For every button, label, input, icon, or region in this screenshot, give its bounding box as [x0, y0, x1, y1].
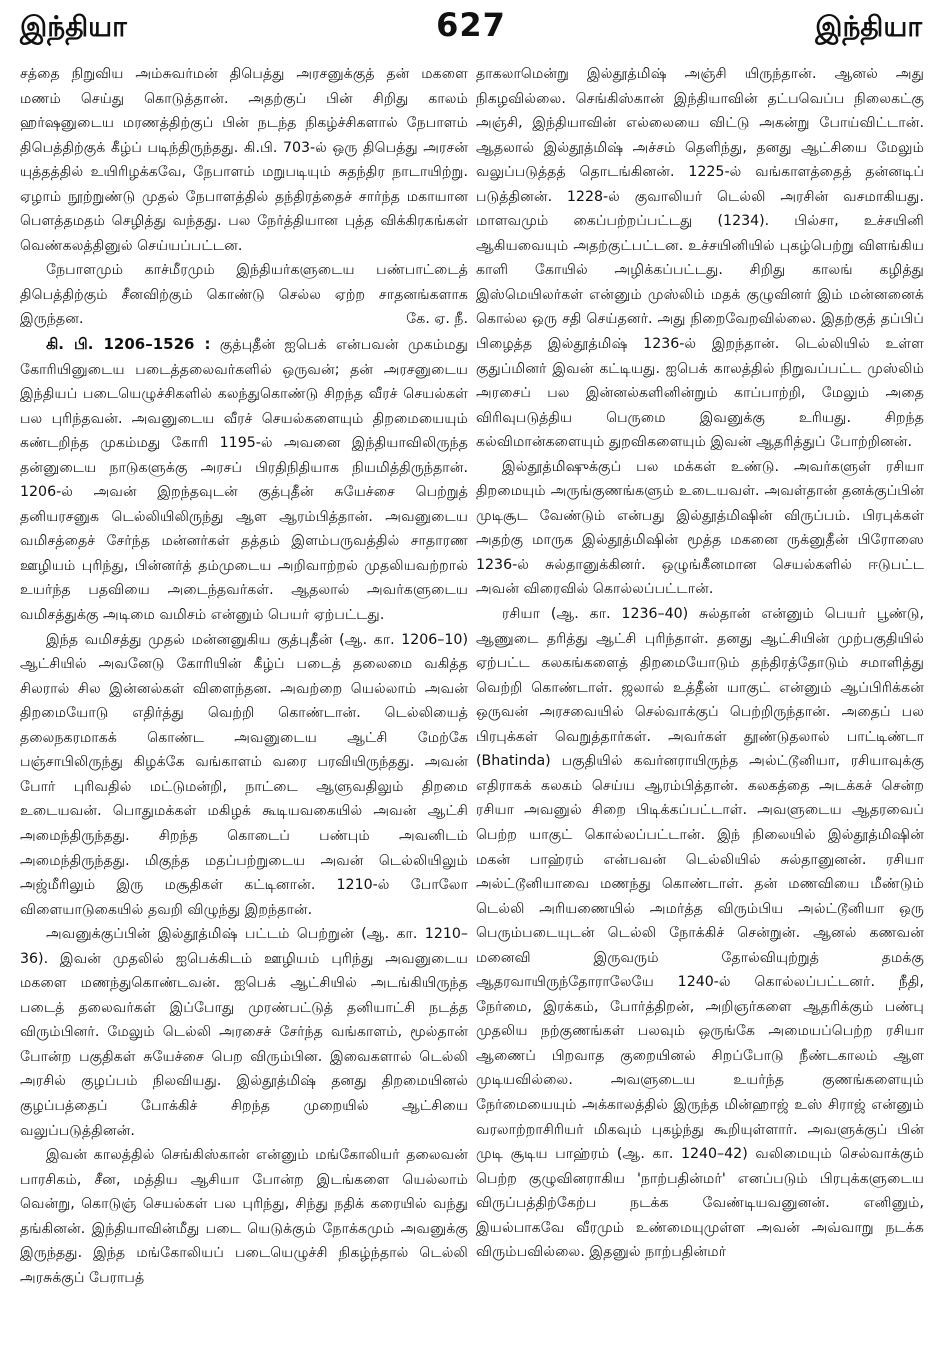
right-paragraph-3: ரசியா (ஆ. கா. 1236–40) சுல்தான் என்னும் பெயர் பூண்டு, ஆணுடை தரித்து ஆட்சி புரிந்தாள். தனது ஆட்சியின் முற்பகுதியில் ஏற்பட்ட கலகங்களைத் திறமையோடும் தந்திரத்தோடும் சமாளித்து வெற்றி கொண்டாள். ஜலால் உத்தீன் யாகுட் என்னும் ஆப்பிரிக்கன் ஒருவன் அரசவையில் செல்வாக்குப் பெற்றிருந்தான். அதைப் பல பிரபுக்கள் வெறுத்தார்கள். அவர்கள் தூண்டுதலால் பாட்டிண்டா (Bhatinda) பகுதியில் கவர்னராயிருந்த அல்ட்டூனியா, ரசியாவுக்கு எதிராகக் கலகம் செய்ய ஆரம்பித்தான். கலகத்தை அடக்கச் சென்ற ரசியா அவனுல் சிறை பிடிக்கப்பட்டாள். அவளுடைய ஆதரவைப் பெற்ற யாகுட் கொல்லப்பட்டான். இந் நிலையில் இல்தூத்மிஷின் மகன் பாஹ்ரம் என்பவன் டெல்லியில் சுல்தானுனன். ரசியா அல்ட்டூனியாவை மணந்து கொண்டாள். தன் மணவியை மீண்டும் டெல்லி அரியணையில் அமர்த்த விரும்பிய அல்ட்டூனியா ஒரு பெரும்படையுடன் டெல்லி நோக்கிச் சென்றுன். ஆனல் கணவன் மனைவி இருவரும் தோல்வியுற்றுத் தமக்கு ஆதரவாயிருந்தோராலேயே 1240-ல் கொல்லப்பட்டனர். நீதி, நேர்மை, இரக்கம், போர்த்திறன், அறிஞர்களை ஆதரிக்கும் பண்பு முதலிய நற்குணங்கள் பலவும் ஒருங்கே அமையப்பெற்ற ரசியா ஆணைப் பிறவாத குறையினல் சிறப்போடு நீண்டகாலம் ஆள முடியவில்லை. அவளுடைய உயர்ந்த குணங்களையும் நேர்மையையும் அக்காலத்தில் இருந்த மின்ஹாஜ் உஸ் சிராஜ் என்னும் வரலாற்றாசிரியர் மிகவும் புகழ்ந்து கூறியுள்ளார். அவளுக்குப் பின் முடி சூடிய பாஹ்ரம் (ஆ. கா. 1240–42) வலிமையும் செல்வாக்கும் பெற்ற குழுவினராகிய 'நாற்பதின்மர்' எனப்படும் பிரபுக்களுடைய விருப்பத்திற்கேற்ப நடக்க வேண்டியவனுனன். எனினும், இயல்பாகவே வீரமும் உண்மையுமுள்ள அவன் அவ்வாறு நடக்க விரும்பவில்லை. இதனுல் நாற்பதின்மர் [476, 606, 924, 1261]
left-paragraph-2-text: நேபாளமும் காச்மீரமும் இந்தியர்களுடைய பண்பாட்டைத் திபெத்திற்கும் சீனவிற்கும் கொண்டு செல்ல ஏற்ற சாதனங்களாக இருந்தன. [20, 262, 468, 328]
left-paragraph-3-text: குத்புதீன் ஐபெக் என்பவன் முகம்மது கோரியினுடைய படைத்தலைவர்களில் ஒருவன்; தன் அரசனுடைய இந்தியப் படையெழுச்சிகளில் கலந்துகொண்டு சிறந்த வீரச் செயல்கள் பல புரிந்தவன். அவனுடைய வீரச் செயல்களையும் திறமையையும் கண்டறிந்த முகம்மது கோரி 1195-ல் அவனை இந்தியாவிலிருந்த தன்னுடைய நாடுகளுக்கு அரசப் பிரதிநிதியாக நியமித்திருந்தான். 1206-ல் அவன் இறந்தவுடன் குத்புதீன் சுயேச்சை பெற்றுத் தனியரசனுக டெல்லியிலிருந்து ஆள ஆரம்பித்தான். அவனுடைய வமிசத்தைச் சேர்ந்த மன்னர்கள் தத்தம் இளம்பருவத்தில் சாதாரண ஊழியம் புரிந்து, பின்னர்த் தம்முடைய அறிவாற்றல் முதலியவற்றால் உயர்ந்த பதவியை அடைந்தவர்கள். ஆதலால் அவர்களுடைய வமிசத்துக்கு அடிமை வமிசம் என்னும் பெயர் ஏற்பட்டது. [20, 337, 468, 624]
left-column [20, 62, 468, 1290]
header-right-title: இந்தியா [815, 10, 922, 43]
right-column [476, 62, 924, 1265]
left-paragraph-3 [20, 332, 468, 628]
left-paragraph-6: இவன் காலத்தில் செங்கிஸ்கான் என்னும் மங்கோலியர் தலைவன் பாரசிகம், சீன, மத்திய ஆசியா போன்ற இடங்களை யெல்லாம் வென்று, கொடுஞ் செயல்கள் பல புரிந்து, சிந்து நதிக் கரையில் வந்து தங்கினன். இந்தியாவின்மீது படை யெடுக்கும் நோக்கமும் அவனுக்கு இருந்தது. இந்த மங்கோலியப் படையெழுச்சி நிகழ்ந்தால் டெல்லி அரசுக்குப் பேராபத் [20, 1147, 468, 1286]
author-initials: கே. ஏ. நீ. [406, 311, 468, 328]
running-header [0, 6, 942, 50]
left-paragraph-1: சத்தை நிறுவிய அம்சுவர்மன் திபெத்து அரசனுக்குத் தன் மகளை மணம் செய்து கொடுத்தான். அதற்குப் பின் சிறிது காலம் ஹர்ஷனுடைய மரணத்திற்குப் பின் நடந்த நிகழ்ச்சிகளால் நேபாளம் திபெத்திற்குக் கீழ்ப் படிந்திருந்தது. கி.பி. 703-ல் ஒரு திபெத்து அரசன் யுத்தத்தில் உயிரிழக்கவே, நேபாளம் மறுபடியும் சுதந்திர நாடாயிற்று. ஏழாம் நூற்றுண்டு முதல் நேபாளத்தில் தந்திரத்தைச் சார்ந்த மகாயான பௌத்தமதம் செழித்து வந்தது. பல நேர்த்தியான புத்த விக்கிரகங்கள் வெண்கலத்தினுல் செய்யப்பட்டன. [20, 66, 468, 254]
right-paragraph-1: தாகலாமென்று இல்தூத்மிஷ் அஞ்சி யிருந்தான். ஆனல் அது நிகழவில்லை. செங்கிஸ்கான் இந்தியாவின் தட்பவெப்ப நிலைகட்கு அஞ்சி, இந்தியாவின் எல்லையை விட்டு அகன்று போய்விட்டான். ஆதலால் இல்தூத்மிஷ் அச்சம் தெளிந்து, தனது ஆட்சியை மேலும் வலுப்படுத்தத் தொடங்கினன். 1225-ல் வங்காளத்தைத் தன்னடிப் படுத்தினன். 1228-ல் குவாலியர் டெல்லி அரசின் வசமாகியது. மாளவமும் கைப்பற்றப்பட்டது (1234). பில்சா, உச்சயினி ஆகியவையும் அதற்குட்பட்டன. உச்சயினியில் புகழ்பெற்று விளங்கிய காளி கோயில் அழிக்கப்பட்டது. சிறிது காலங் கழித்து இஸ்மெயிலர்கள் என்னும் முஸ்லிம் மதக் குழுவினர் இம் மன்னனைக் கொல்ல ஒரு சதி செய்தனர். அது நிறைவேறவில்லை. இதற்குத் தப்பிப் பிழைத்த இல்தூத்மிஷ் 1236-ல் இறந்தான். டெல்லியில் உள்ள குதுப்மினர் இவன் கட்டியது. ஐபெக் காலத்தில் நிறுவப்பட்ட முஸ்லிம் அரசைப் பல இன்னல்களினின்றும் காப்பாற்றி, மேலும் அதை விரிவுபடுத்திய பெருமை இவனுக்கு உரியது. சிறந்த கல்விமான்களையும் துறவிகளையும் இவன் ஆதரித்துப் போற்றினன். [476, 66, 924, 451]
header-left-title: இந்தியா [20, 10, 127, 43]
left-paragraph-4: இந்த வமிசத்து முதல் மன்னனுகிய குத்புதீன் (ஆ. கா. 1206–10) ஆட்சியில் அவனேடு கோரியின் கீழ்ப் படைத் தலைமை வகித்த சிலரால் சில இன்னல்கள் விளைந்தன. அவற்றை யெல்லாம் அவன் திறமையோடு எதிர்த்து வெற்றி கொண்டான். டெல்லியைத் தலைநகரமாகக் கொண்ட அவனுடைய ஆட்சி மேற்கே பஞ்சாபிலிருந்து கிழக்கே வங்காளம் வரை பரவியிருந்தது. அவன் போர் புரிவதில் மட்டுமன்றி, நாட்டை ஆளுவதிலும் திறமை உடையவன். பொதுமக்கள் மகிழக் கூடியவகையில் அவன் ஆட்சி அமைந்திருந்தது. சிறந்த கொடைப் பண்பும் அவனிடம் அமைந்திருந்தது. மிகுந்த மதப்பற்றுடைய அவன் டெல்லியிலும் அஜ்மீரிலும் இரு மசூதிகள் கட்டினான். 1210-ல் போலோ விளையாடுகையில் தவறி விழுந்து இறந்தான். [20, 631, 468, 918]
left-paragraph-2 [20, 258, 468, 332]
left-paragraph-5: அவனுக்குப்பின் இல்தூத்மிஷ் பட்டம் பெற்றுன் (ஆ. கா. 1210–36). இவன் முதலில் ஐபெக்கிடம் ஊழியம் புரிந்து அவனுடைய மகளை மணந்துகொண்டவன். ஐபெக் ஆட்சியில் அடங்கியிருந்த படைத் தலைவர்கள் இப்போது முரண்பட்டுத் தனியாட்சி நடத்த விரும்பினர். மேலும் டெல்லி அரசைச் சேர்ந்த வங்காளம், மூல்தான் போன்ற பகுதிகள் சுயேச்சை பெற விரும்பின. இவைகளால் டெல்லி அரசில் குழப்பம் நிலவியது. இல்தூத்மிஷ் தனது திறமையினல் குழப்பத்தைப் போக்கிச் சிறந்த முறையில் ஆட்சியை வலுப்படுத்தினன். [20, 926, 468, 1139]
right-paragraph-2: இல்தூத்மிஷுக்குப் பல மக்கள் உண்டு. அவர்களுள் ரசியா திறமையும் அருங்குணங்களும் உடையவள். அவள்தான் தனக்குப்பின் முடிசூட வேண்டும் என்பது இல்தூத்மிஷின் விருப்பம். பிரபுக்கள் அதற்கு மாருக இல்தூத்மிஷின் மூத்த மகனை ருக்னுதீன் பிரோஸை 1236-ல் சுல்தானுக்கினர். ஒழுங்கீனமான செயல்களில் ஈடுபட்ட அவன் விரைவில் கொல்லப்பட்டான். [476, 458, 924, 598]
period-heading: கி. பி. 1206–1526 : [46, 335, 211, 354]
page-number: 627 [436, 6, 506, 44]
